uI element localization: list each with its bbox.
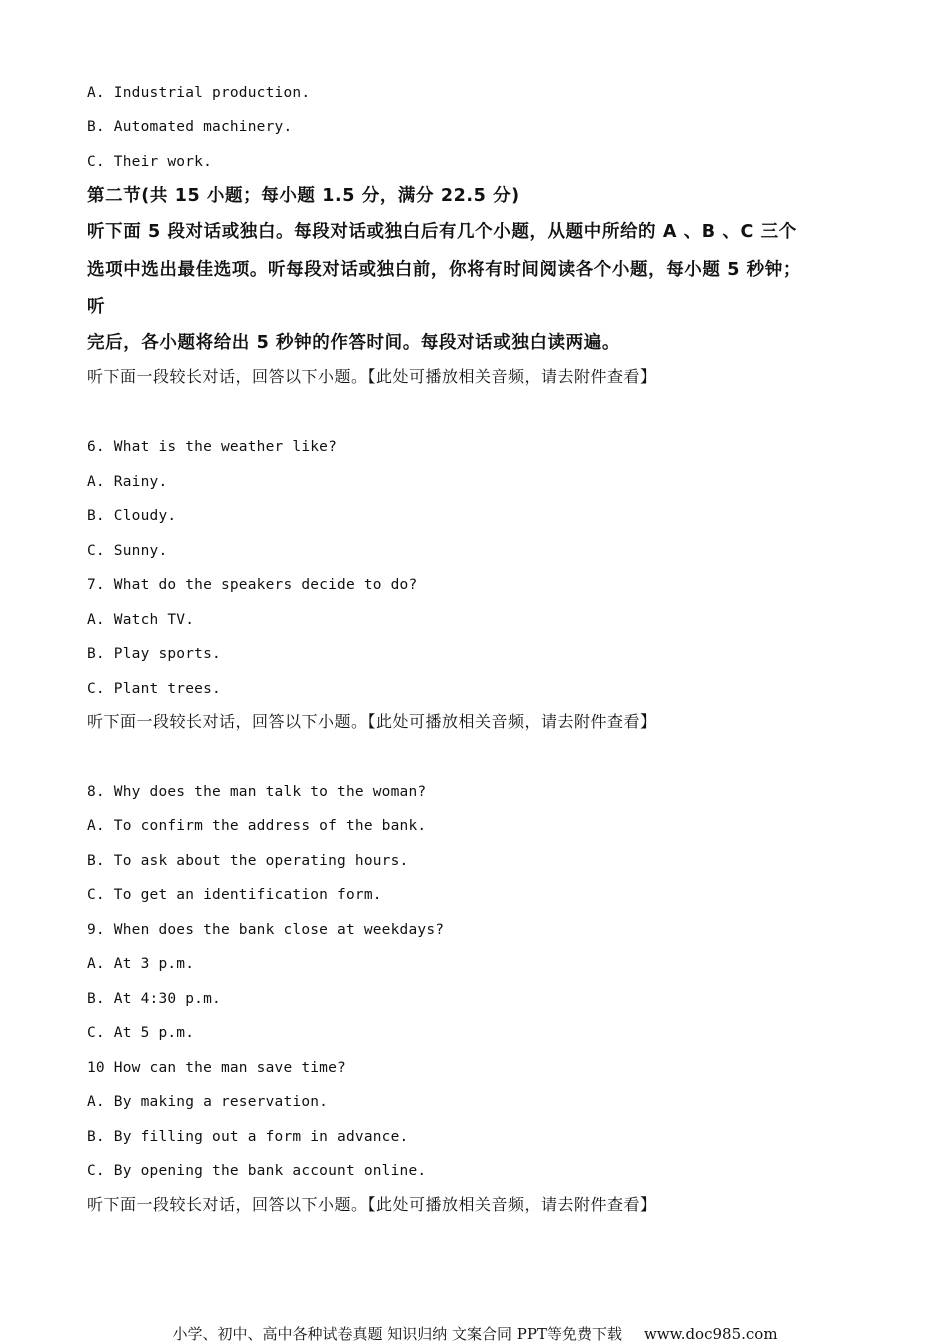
question-line: 10 How can the man save time? <box>87 1060 346 1076</box>
option-line: B. Play sports. <box>87 646 221 662</box>
option-line: C. Their work. <box>87 154 213 170</box>
section-instructions: 听下面 5 段对话或独白。每段对话或独白后有几个小题，从题中所给的 A 、B 、C 三个 <box>87 222 797 242</box>
option-line: A. Rainy. <box>87 474 168 490</box>
question-line: 6. What is the weather like? <box>87 439 338 455</box>
option-line: C. Sunny. <box>87 543 168 559</box>
option-line: A. By making a reservation. <box>87 1094 329 1110</box>
footer-text: 小学、初中、高中各种试卷真题 知识归纳 文案合同 PPT等免费下载 <box>172 1325 622 1343</box>
question-line: 9. When does the bank close at weekdays? <box>87 922 445 938</box>
option-line: C. To get an identification form. <box>87 887 382 903</box>
audio-note: 听下面一段较长对话，回答以下小题。【此处可播放相关音频，请去附件查看】 <box>87 712 657 731</box>
section-instructions: 选项中选出最佳选项。听每段对话或独白前，你将有时间阅读各个小题，每小题 5 秒钟； <box>87 260 801 280</box>
footer-url[interactable]: www.doc985.com <box>643 1325 778 1343</box>
option-line: B. Cloudy. <box>87 508 177 524</box>
audio-note: 听下面一段较长对话，回答以下小题。【此处可播放相关音频，请去附件查看】 <box>87 1195 657 1214</box>
option-line: B. Automated machinery. <box>87 119 293 135</box>
section-heading: 第二节(共 15 小题；每小题 1.5 分，满分 22.5 分) <box>87 186 520 206</box>
option-line: A. Industrial production. <box>87 85 311 101</box>
section-instructions: 完后，各小题将给出 5 秒钟的作答时间。每段对话或独白读两遍。 <box>87 333 620 353</box>
audio-note: 听下面一段较长对话，回答以下小题。【此处可播放相关音频，请去附件查看】 <box>87 367 657 386</box>
option-line: A. To confirm the address of the bank. <box>87 818 427 834</box>
option-line: C. By opening the bank account online. <box>87 1163 427 1179</box>
question-line: 7. What do the speakers decide to do? <box>87 577 418 593</box>
option-line: A. Watch TV. <box>87 612 195 628</box>
option-line: B. To ask about the operating hours. <box>87 853 409 869</box>
option-line: B. At 4:30 p.m. <box>87 991 221 1007</box>
option-line: C. Plant trees. <box>87 681 221 697</box>
option-line: A. At 3 p.m. <box>87 956 195 972</box>
question-line: 8. Why does the man talk to the woman? <box>87 784 427 800</box>
section-instructions: 听 <box>87 297 106 317</box>
page-footer <box>0 1324 950 1344</box>
option-line: B. By filling out a form in advance. <box>87 1129 409 1145</box>
option-line: C. At 5 p.m. <box>87 1025 195 1041</box>
